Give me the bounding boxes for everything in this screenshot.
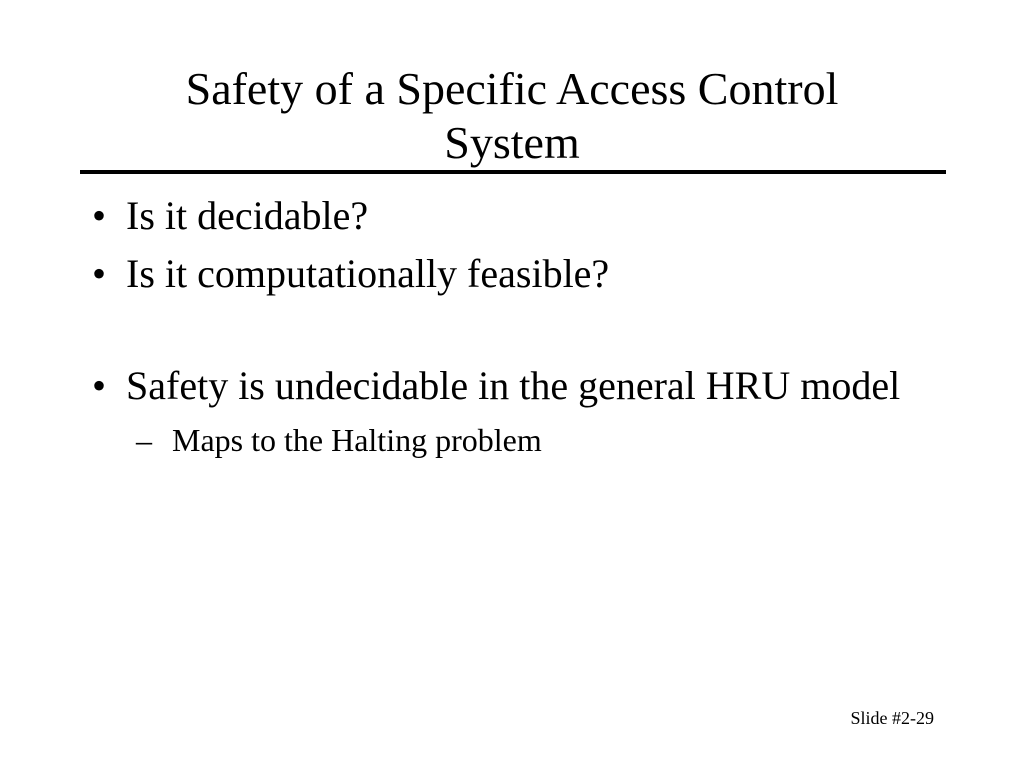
sub-bullet-marker: – <box>136 422 152 458</box>
sub-bullet-item <box>84 418 944 462</box>
spacer <box>84 300 944 360</box>
slide-title-line-1: Safety of a Specific Access Control <box>185 63 839 114</box>
slide-number: Slide #2-29 <box>850 708 934 728</box>
bullet-marker: • <box>91 193 106 238</box>
bullet-text: Safety is undecidable in the general HRU model <box>126 363 901 408</box>
bullet-text: Is it computationally feasible? <box>126 251 610 296</box>
title-underline <box>80 170 946 174</box>
bullet-text: Is it decidable? <box>126 193 369 238</box>
bullet-list <box>84 190 944 462</box>
bullet-item <box>84 190 944 242</box>
bullet-item <box>84 360 944 412</box>
slide-title <box>80 62 944 170</box>
sub-bullet-text: Maps to the Halting problem <box>172 422 542 458</box>
slide-title-line-2: System <box>444 117 580 168</box>
bullet-marker: • <box>91 251 106 296</box>
bullet-item <box>84 248 944 300</box>
bullet-marker: • <box>91 363 106 408</box>
